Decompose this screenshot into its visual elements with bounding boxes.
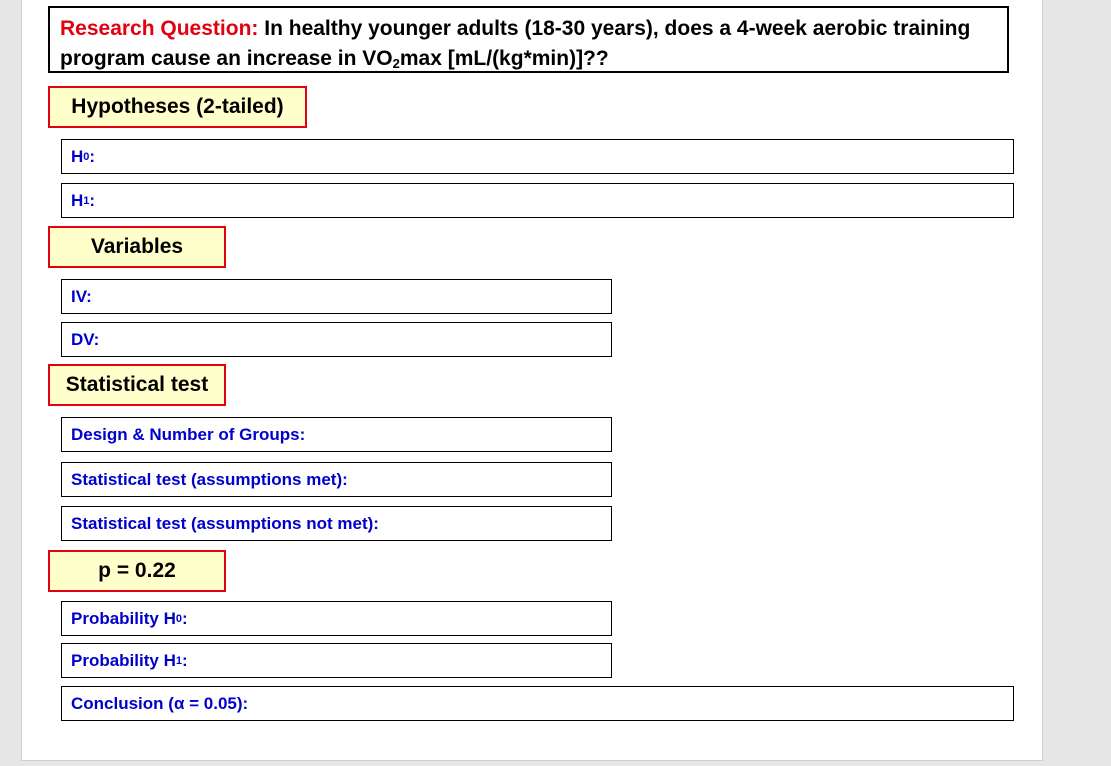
field-h1-suffix: : (89, 190, 96, 210)
field-probability-h1-prefix: Probability H (71, 650, 176, 670)
section-hypotheses (48, 86, 307, 128)
research-question-text: In healthy younger adults (18-30 years), does a 4-week aerobic training program cause an increase in VO (60, 17, 971, 70)
field-iv[interactable] (61, 279, 612, 314)
section-statistical-test (48, 364, 226, 406)
field-test-assumptions-met-label: Statistical test (assumptions met): (71, 469, 348, 489)
field-probability-h0-suffix: : (181, 608, 188, 628)
field-dv-label: DV: (71, 329, 100, 349)
section-hypotheses-label: Hypotheses (2-tailed) (71, 95, 284, 118)
field-design-groups-label: Design & Number of Groups: (71, 424, 306, 444)
field-iv-label: IV: (71, 286, 92, 306)
research-question-box (48, 6, 1009, 73)
field-probability-h1-suffix: : (181, 650, 188, 670)
field-h0-suffix: : (89, 146, 96, 166)
field-test-assumptions-not-met-label: Statistical test (assumptions not met): (71, 513, 379, 533)
research-question-subscript: 2 (392, 56, 400, 71)
field-probability-h0[interactable]: Probability H 0 : (61, 601, 612, 636)
field-h0-prefix: H (71, 146, 84, 166)
section-p-value (48, 550, 226, 592)
research-question-label: Research Question: (60, 17, 259, 40)
field-test-assumptions-not-met[interactable] (61, 506, 612, 541)
field-design-groups[interactable] (61, 417, 612, 452)
field-probability-h0-prefix: Probability H (71, 608, 176, 628)
field-conclusion-label: Conclusion (α = 0.05): (71, 693, 249, 713)
section-variables-label: Variables (90, 235, 184, 258)
field-conclusion[interactable] (61, 686, 1014, 721)
field-h1-prefix: H (71, 190, 84, 210)
section-variables (48, 226, 226, 268)
section-p-value-label: p = 0.22 (98, 559, 176, 582)
field-probability-h1[interactable]: Probability H 1 : (61, 643, 612, 678)
field-h0[interactable]: H 0 : (61, 139, 1014, 174)
field-dv[interactable] (61, 322, 612, 357)
section-statistical-test-label: Statistical test (65, 373, 209, 396)
field-test-assumptions-met[interactable] (61, 462, 612, 497)
field-h1[interactable]: H 1 : (61, 183, 1014, 218)
research-question-text-end: max [mL/(kg*min)]?? (399, 47, 609, 70)
